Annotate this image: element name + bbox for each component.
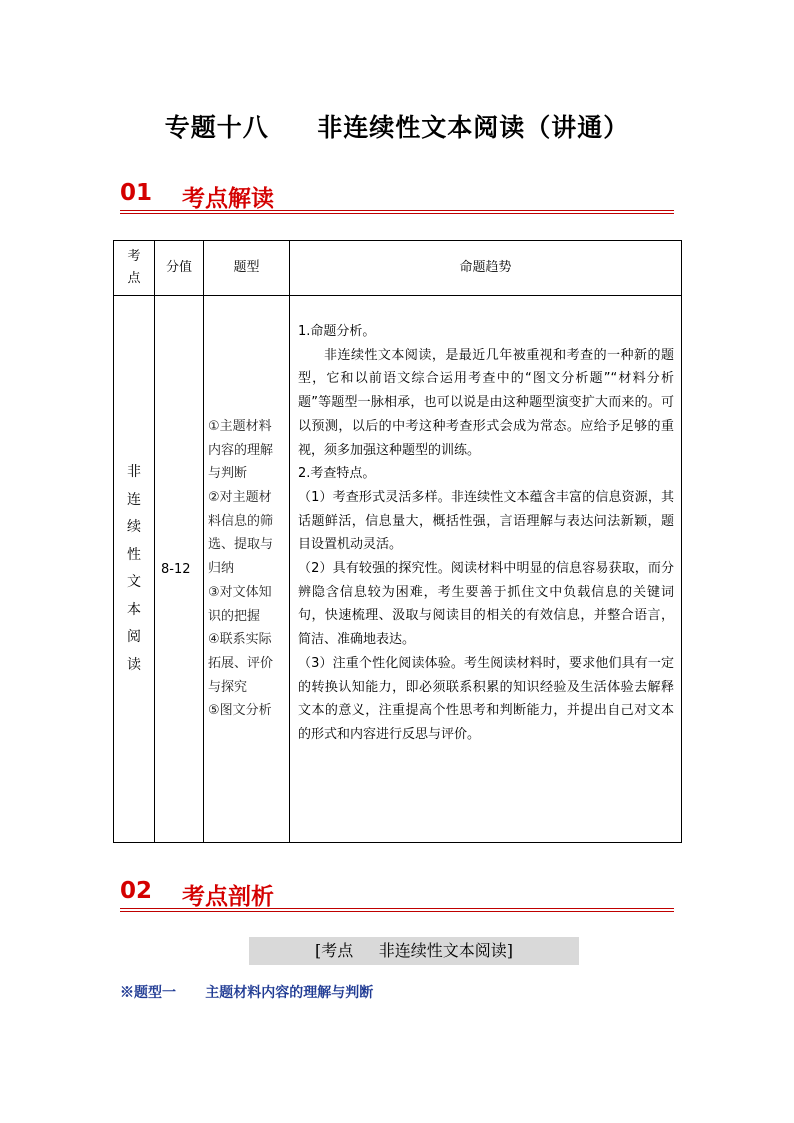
tixing-cell: ①主题材料 内容的理解 与判断 ②对主题材 料信息的筛 选、提取与 归纳 ③对文体知 识的把握 ④联系实际 拓展、评价 与探究 ⑤图文分析 bbox=[204, 296, 290, 843]
section-rule bbox=[120, 213, 674, 214]
header-fenzhi: 分值 bbox=[155, 241, 204, 296]
trend-paragraph: （1）考查形式灵活多样。非连续性文本蕴含丰富的信息资源，其话题鲜活，信息量大，概括性强，言语理解与表达问法新颖，题目设置机动灵活。 bbox=[298, 489, 674, 553]
header-tixing: 题型 bbox=[204, 241, 290, 296]
section-rule bbox=[120, 911, 674, 912]
table-row bbox=[114, 296, 682, 843]
exam-point-table bbox=[113, 240, 682, 843]
section-number: 02 bbox=[120, 878, 153, 904]
section-label: 考点剖析 bbox=[182, 884, 274, 910]
table-header-row bbox=[114, 241, 682, 296]
section-number: 01 bbox=[120, 180, 153, 206]
header-trend: 命题趋势 bbox=[290, 241, 682, 296]
section-header-kaodian-pouxi bbox=[120, 878, 674, 912]
fenzhi-cell: 8-12 bbox=[155, 296, 204, 843]
trend-heading-1: 1.命题分析。 bbox=[298, 324, 376, 339]
header-kaodian: 考 点 bbox=[114, 241, 155, 296]
section-header-kaodian-jiedu bbox=[120, 180, 674, 214]
trend-cell bbox=[290, 296, 682, 843]
trend-paragraph: （2）具有较强的探究性。阅读材料中明显的信息容易获取，而分辨隐含信息较为困难，考生要善于抓住文中负载信息的关键词句，快速梳理、汲取与阅读目的相关的有效信息，并整合语言，简洁、准确地表达。 bbox=[298, 561, 674, 648]
trend-heading-2: 2.考查特点。 bbox=[298, 466, 376, 482]
section-rule bbox=[120, 210, 674, 211]
kaodian-cell: 非 连 续 性 文 本 阅 读 bbox=[114, 296, 155, 843]
kaodian-banner: [考点 非连续性文本阅读] bbox=[249, 937, 579, 965]
page-title: 专题十八 非连续性文本阅读（讲通） bbox=[164, 113, 630, 142]
question-type-heading: ※题型一 主题材料内容的理解与判断 bbox=[120, 985, 374, 1001]
trend-paragraph: （3）注重个性化阅读体验。考生阅读材料时，要求他们具有一定的转换认知能力，即必须联系积累的知识经验及生活体验去解释文本的意义，注重提高个性思考和判断能力，并提出自己对文本的形式和内容进行反思与评价。 bbox=[298, 655, 674, 742]
section-label: 考点解读 bbox=[182, 186, 274, 212]
trend-paragraph: 非连续性文本阅读，是最近几年被重视和考查的一种新的题型，它和以前语文综合运用考查中的“图文分析题”“材料分析题”等题型一脉相承，也可以说是由这种题型演变扩大而来的。可以预测，以后的中考这种考查形式会成为常态。应给予足够的重视，须多加强这种题型的训练。 bbox=[298, 347, 674, 458]
section-rule bbox=[120, 908, 674, 909]
